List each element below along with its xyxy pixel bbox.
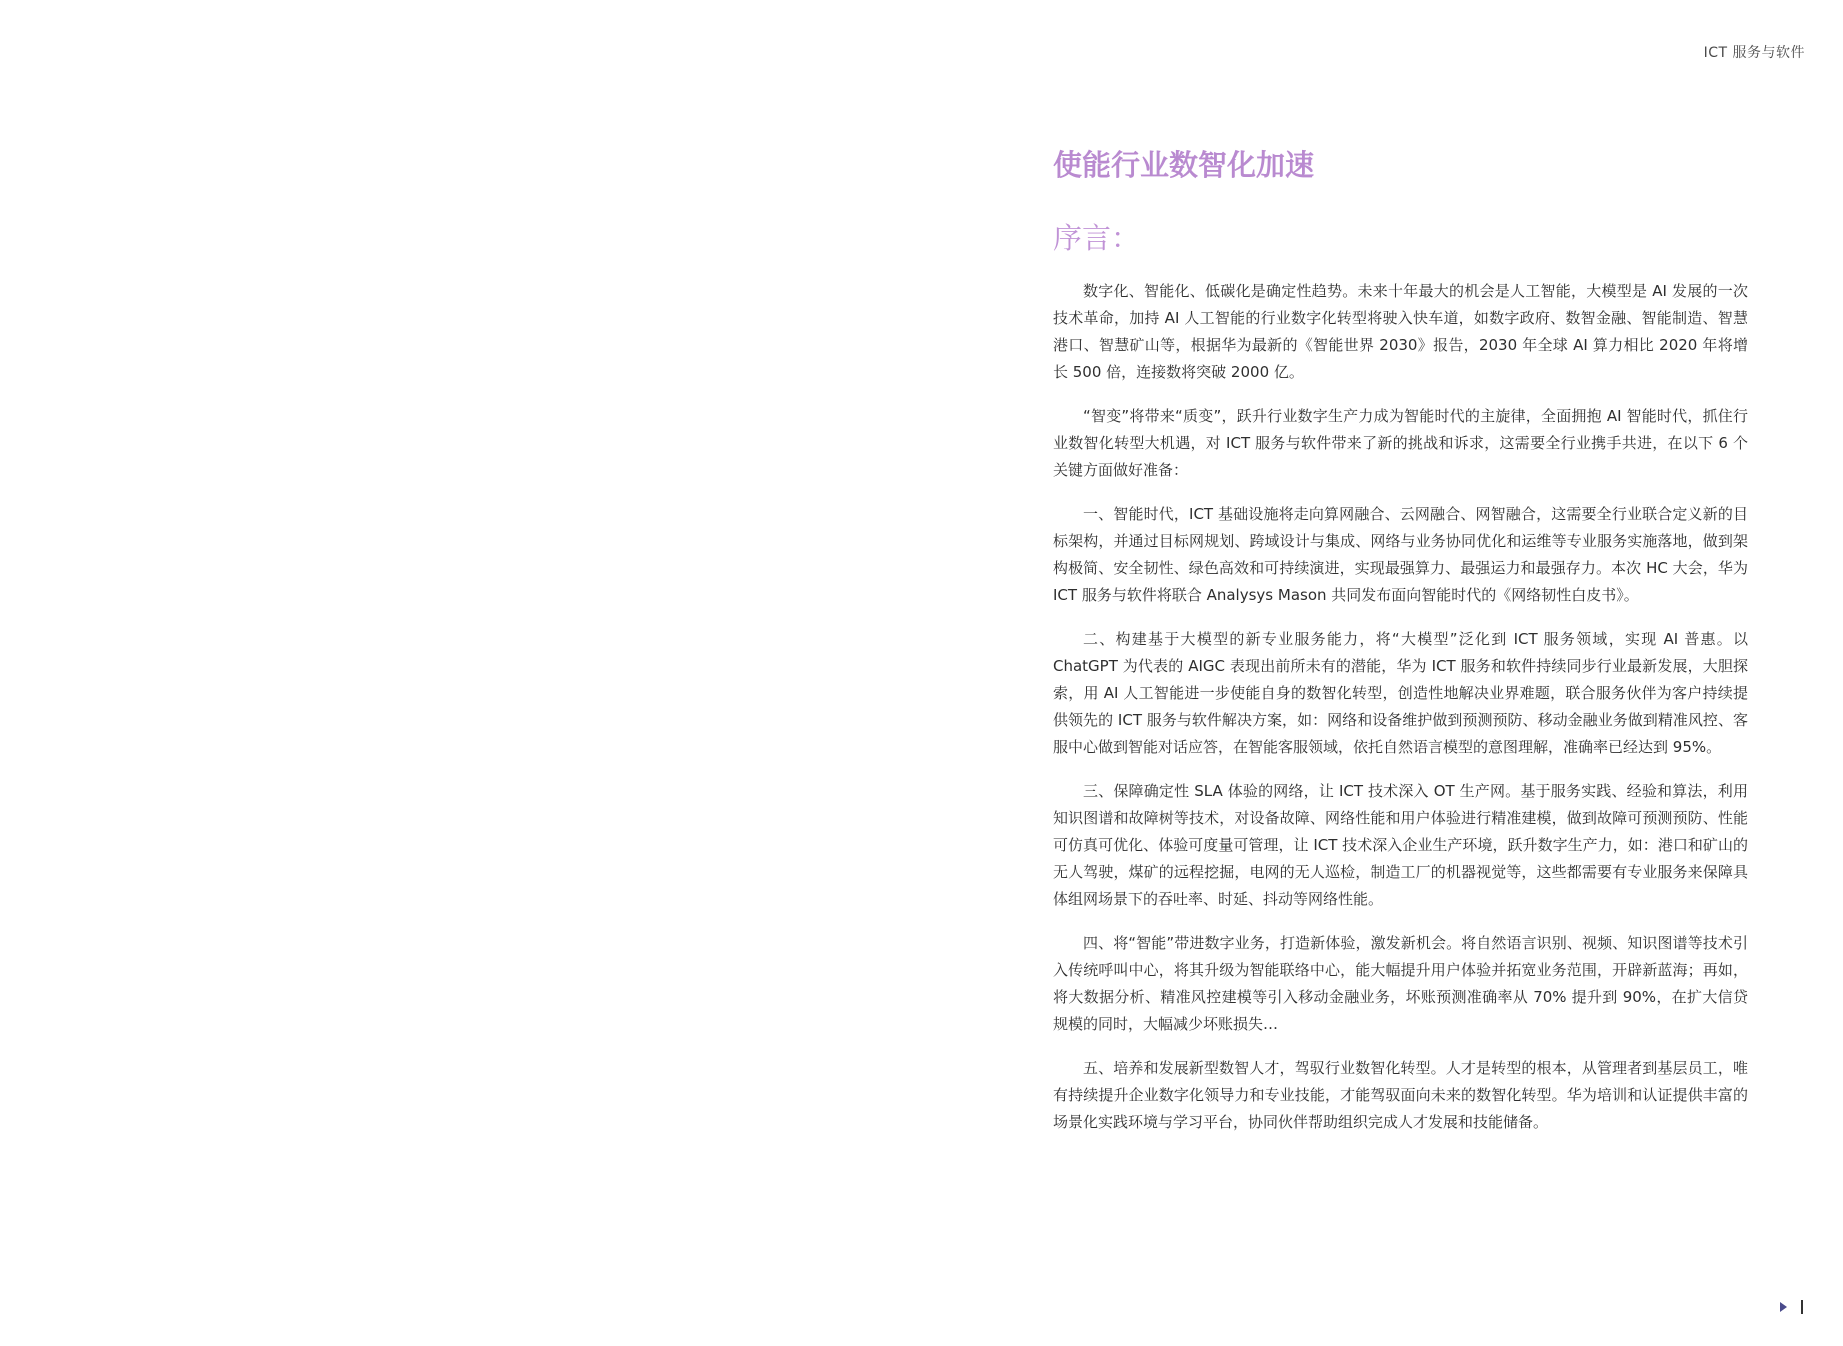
page-divider-bar bbox=[1801, 1300, 1803, 1314]
paragraph-point-4: 四、将“智能”带进数字业务，打造新体验，激发新机会。将自然语言识别、视频、知识图谱等技术引入传统呼叫中心，将其升级为智能联络中心，能大幅提升用户体验并拓宽业务范围，开辟新蓝海；再如，将大数据分析、精准风控建模等引入移动金融业务，坏账预测准确率从 70% 提升到 90%，在扩大信贷规模的同时，大幅减少坏账损失… bbox=[1053, 933, 1748, 1033]
paragraph-transition: “智变”将带来“质变”，跃升行业数字生产力成为智能时代的主旋律，全面拥抱 AI 智能时代，抓住行业数智化转型大机遇，对 ICT 服务与软件带来了新的挑战和诉求，这需要全行业携手共进，在以下 6 个关键方面做好准备： bbox=[1053, 406, 1748, 479]
play-triangle-icon[interactable] bbox=[1780, 1302, 1787, 1312]
page-title: 使能行业数智化加速 bbox=[1053, 148, 1315, 182]
preface-heading: 序言： bbox=[1053, 220, 1141, 255]
paragraph-point-1: 一、智能时代，ICT 基础设施将走向算网融合、云网融合、网智融合，这需要全行业联合定义新的目标架构，并通过目标网规划、跨域设计与集成、网络与业务协同优化和运维等专业服务实施落地，做到架构极简、安全韧性、绿色高效和可持续演进，实现最强算力、最强运力和最强存力。本次 HC 大会，华为 ICT 服务与软件将联合 Analysys Mason 共同发布面向智能时代的《网络韧性白皮书》。 bbox=[1053, 504, 1748, 604]
paragraph-point-2: 二、构建基于大模型的新专业服务能力，将“大模型”泛化到 ICT 服务领域，实现 AI 普惠。以 ChatGPT 为代表的 AIGC 表现出前所未有的潜能，华为 ICT 服务和软件持续同步行业最新发展，大胆探索，用 AI 人工智能进一步使能自身的数智化转型，创造性地解决业界难题，联合服务伙伴为客户持续提供领先的 ICT 服务与软件解决方案，如：网络和设备维护做到预测预防、移动金融业务做到精准风控、客服中心做到智能对话应答，在智能客服领域，依托自然语言模型的意图理解，准确率已经达到 95%。 bbox=[1053, 629, 1748, 756]
paragraph-intro: 数字化、智能化、低碳化是确定性趋势。未来十年最大的机会是人工智能，大模型是 AI 发展的一次技术革命，加持 AI 人工智能的行业数字化转型将驶入快车道，如数字政府、数智金融、智能制造、智慧港口、智慧矿山等，根据华为最新的《智能世界 2030》报告，2030 年全球 AI 算力相比 2020 年将增长 500 倍，连接数将突破 2000 亿。 bbox=[1053, 281, 1748, 381]
paragraph-point-5: 五、培养和发展新型数智人才，驾驭行业数智化转型。人才是转型的根本，从管理者到基层员工，唯有持续提升企业数字化领导力和专业技能，才能驾驭面向未来的数智化转型。华为培训和认证提供丰富的场景化实践环境与学习平台，协同伙伴帮助组织完成人才发展和技能储备。 bbox=[1053, 1058, 1748, 1131]
paragraph-point-3: 三、保障确定性 SLA 体验的网络，让 ICT 技术深入 OT 生产网。基于服务实践、经验和算法，利用知识图谱和故障树等技术，对设备故障、网络性能和用户体验进行精准建模，做到故障可预测预防、性能可仿真可优化、体验可度量可管理，让 ICT 技术深入企业生产环境，跃升数字生产力，如：港口和矿山的无人驾驶，煤矿的远程挖掘，电网的无人巡检，制造工厂的机器视觉等，这些都需要有专业服务来保障具体组网场景下的吞吐率、时延、抖动等网络性能。 bbox=[1053, 781, 1748, 908]
section-label: ICT 服务与软件 bbox=[1703, 45, 1805, 61]
page-navigation bbox=[1780, 1300, 1803, 1314]
article-content bbox=[1053, 148, 1748, 1153]
